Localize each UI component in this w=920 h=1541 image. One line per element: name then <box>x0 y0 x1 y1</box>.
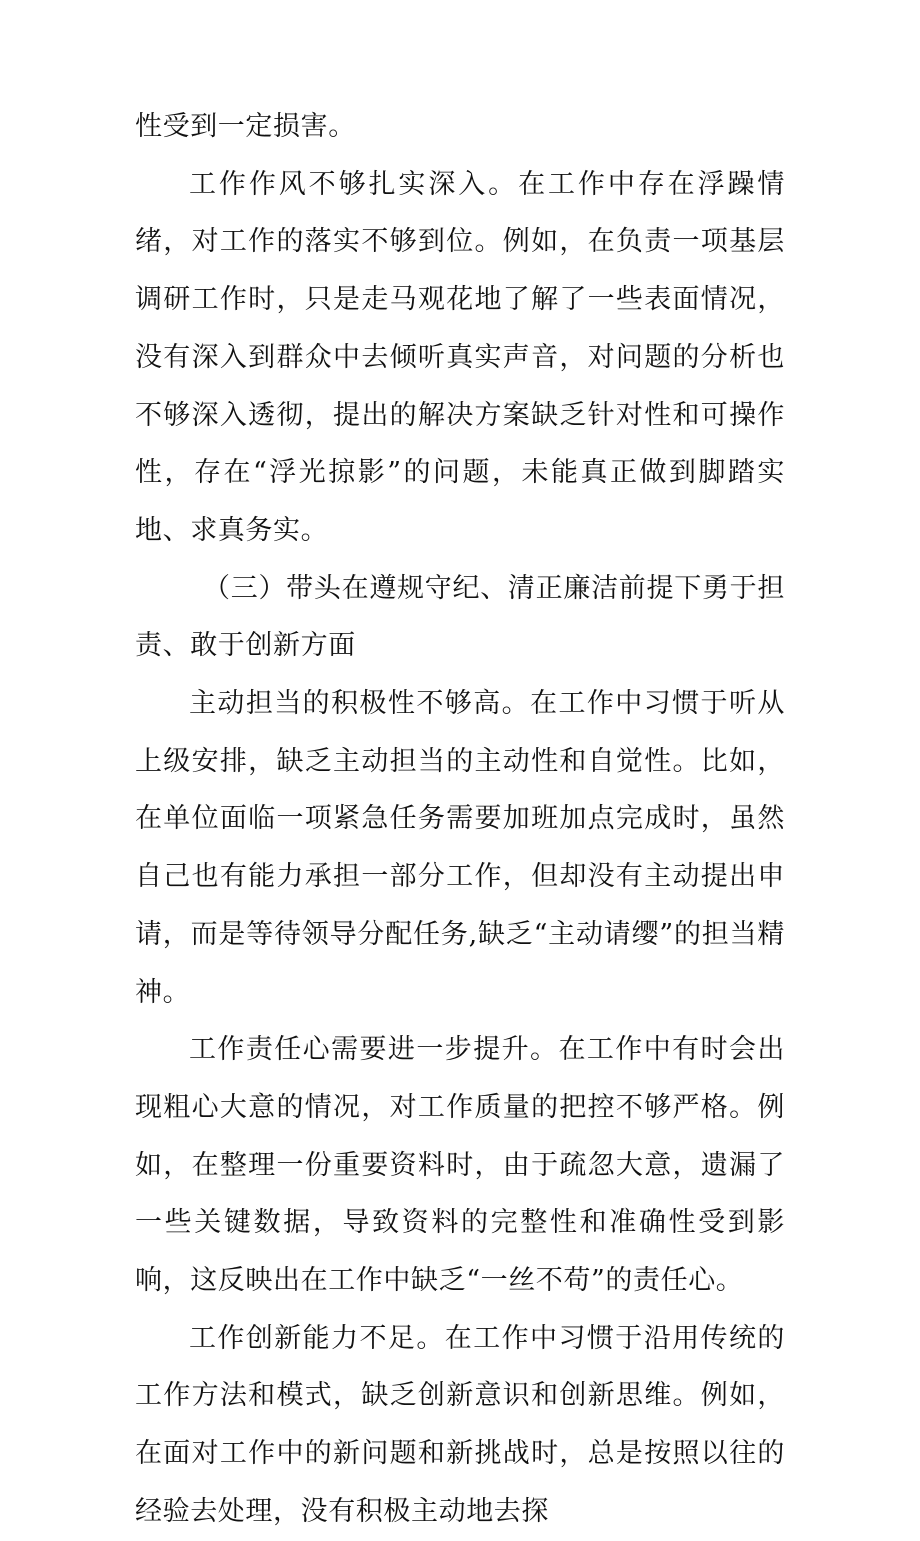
paragraph-innovation: 工作创新能力不足。在工作中习惯于沿用传统的工作方法和模式，缺乏创新意识和创新思维。例如，在面对工作中的新问题和新挑战时，总是按照以往的经验去处理，没有积极主动地去探 <box>135 1322 785 1527</box>
paragraph-continuation: 性受到一定损害。 <box>135 111 356 142</box>
document-body <box>135 98 785 1541</box>
paragraph-work-style: 工作作风不够扎实深入。在工作中存在浮躁情绪，对工作的落实不够到位。例如，在负责一项基层调研工作时，只是走马观花地了解了一些表面情况，没有深入到群众中去倾听真实声音，对问题的分析也不够深入透彻，提出的解决方案缺乏针对性和可操作性，存在“浮光掠影”的问题，未能真正做到脚踏实地、求真务实。 <box>135 168 785 546</box>
paragraph-initiative: 主动担当的积极性不够高。在工作中习惯于听从上级安排，缺乏主动担当的主动性和自觉性。比如，在单位面临一项紧急任务需要加班加点完成时，虽然自己也有能力承担一部分工作，但却没有主动提出申请，而是等待领导分配任务,缺乏“主动请缨”的担当精神。 <box>135 688 785 1008</box>
paragraph-responsibility: 工作责任心需要进一步提升。在工作中有时会出现粗心大意的情况，对工作质量的把控不够严格。例如，在整理一份重要资料时，由于疏忽大意，遗漏了一些关键数据，导致资料的完整性和准确性受到影响，这反映出在工作中缺乏“一丝不苟”的责任心。 <box>135 1034 785 1297</box>
section-heading: （三）带头在遵规守纪、清正廉洁前提下勇于担责、敢于创新方面 <box>135 572 785 662</box>
